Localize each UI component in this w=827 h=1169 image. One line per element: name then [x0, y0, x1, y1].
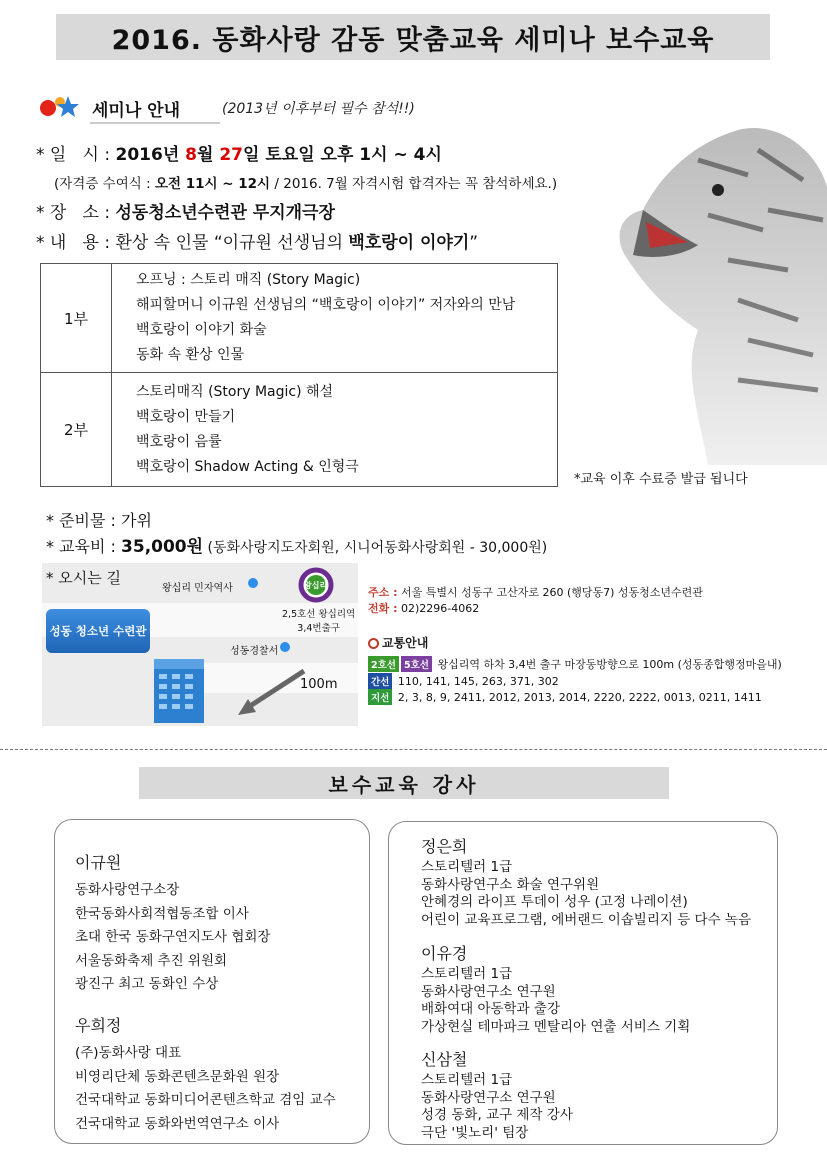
place-line — [36, 198, 335, 223]
list-item: 백호랑이 이야기 화술 — [136, 322, 267, 338]
list-item: 동화사랑연구소 연구원 — [421, 1089, 556, 1106]
transit-heading — [368, 634, 428, 651]
phone-label: 전화 : — [368, 602, 398, 615]
fee-line — [46, 532, 547, 557]
list-item: 스토리텔러 1급 — [421, 966, 513, 982]
list-item: 건국대학교 동화미디어콘텐츠학교 겸임 교수 — [75, 1092, 336, 1108]
list-item: 가상현실 테마파크 멘탈리아 연출 서비스 기획 — [421, 1018, 691, 1035]
content-line — [36, 228, 478, 253]
subway-line — [368, 656, 782, 672]
program-items — [112, 264, 558, 373]
subway-text: 왕십리역 하차 3,4번 출구 마장동방향으로 100m (성동종합행정마을내) — [437, 658, 782, 671]
bullet-icon — [368, 638, 379, 649]
list-item: (주)동화사랑 대표 — [75, 1045, 182, 1061]
map-exit-line1: 2,5호선 왕십리역 — [282, 609, 356, 620]
cert-prefix: (자격증 수여식 : — [54, 176, 155, 192]
content-label: * 내 용 : — [36, 233, 111, 253]
phone-line — [368, 600, 479, 616]
branch-bus-line — [368, 689, 762, 705]
transit-heading-text: 교통안내 — [382, 636, 429, 650]
map-exit-line2: 3,4번출구 — [297, 623, 340, 634]
list-item: 서울동화축제 추진 위원회 — [75, 952, 228, 969]
lecturer-block — [75, 1013, 336, 1136]
map-station-badge: 왕십리 — [304, 581, 328, 590]
list-item: 광진구 최고 동화인 수상 — [75, 976, 219, 992]
seminar-underline — [90, 122, 220, 124]
list-item: 안혜경의 라이프 투데이 성우 (고정 나레이션) — [421, 894, 688, 910]
list-item: 동화사랑연구소 연구원 — [421, 983, 556, 1000]
branch-text: 2, 3, 8, 9, 2411, 2012, 2013, 2014, 2220, 2222, 0013, 0211, 1411 — [397, 691, 762, 704]
list-item: 동화 속 환상 인물 — [136, 347, 245, 363]
seminar-note: (2013년 이후부터 필수 참석!!) — [222, 101, 415, 117]
lecturer-block — [421, 834, 751, 929]
cert-suffix: / 2016. 7월 자격시험 합격자는 꼭 참석하세요.) — [270, 176, 558, 192]
list-item: 비영리단체 동화콘텐츠문화원 원장 — [75, 1068, 280, 1085]
list-item: 스토리매직 (Story Magic) 해설 — [136, 383, 334, 400]
list-item: 초대 한국 동화구연지도사 협회장 — [75, 929, 271, 945]
lecturer-block — [75, 850, 270, 997]
program-items — [112, 373, 558, 487]
list-item: 스토리텔러 1급 — [421, 859, 513, 875]
lecturers-banner — [139, 767, 669, 799]
address-label: 주소 : — [368, 586, 398, 599]
certificate-line — [54, 172, 557, 192]
content-highlight: 백호랑이 이야기 — [348, 233, 470, 253]
fee-amount: 35,000원 — [121, 537, 204, 557]
address-line — [368, 584, 703, 600]
list-item: 어린이 교육프로그램, 에버랜드 이솝빌리지 등 다수 녹음 — [421, 911, 751, 928]
fee-label: * 교육비 : — [46, 537, 122, 556]
trunk-bus-line — [368, 673, 559, 689]
list-item: 백호랑이 음률 — [136, 433, 222, 450]
list-item: 백호랑이 Shadow Acting & 인형극 — [136, 458, 359, 475]
list-item: 동화사랑연구소 화술 연구위원 — [421, 876, 600, 893]
lecturer-block — [421, 941, 690, 1036]
list-item: 성경 동화, 교구 제작 강사 — [421, 1107, 573, 1123]
certificate-note: *교육 이후 수료증 발급 됩니다 — [574, 472, 748, 487]
cert-time: 오전 11시 ~ 12시 — [154, 176, 271, 192]
list-item: 배화여대 아동학과 출강 — [421, 1001, 560, 1017]
directions-map — [42, 563, 358, 726]
map-venue-callout: 성동 청소년 수련관 — [46, 609, 150, 653]
fee-detail: (동화사랑지도자회원, 시니어동화사랑회원 - 30,000원) — [203, 540, 548, 556]
list-item: 오프닝 : 스토리 매직 (Story Magic) — [136, 272, 361, 288]
lecturer-name: 신삼철 — [421, 1050, 468, 1069]
lecturer-name: 이규원 — [75, 853, 122, 872]
map-station-label: 왕십리 민자역사 — [162, 583, 233, 594]
list-item: 한국동화사회적협동조합 이사 — [75, 905, 249, 922]
date-month: 8 — [185, 145, 197, 165]
content-prefix: 환상 속 인물 “이규원 선생님의 — [115, 233, 349, 253]
seminar-logo-icon — [38, 92, 80, 120]
list-item: 백호랑이 만들기 — [136, 408, 236, 425]
map-police-label: 성동경찰서 — [230, 646, 279, 657]
date-mid: 월 — [197, 145, 220, 165]
trunk-tag: 간선 — [368, 673, 392, 689]
lecturer-name: 정은희 — [421, 837, 468, 856]
section-divider — [0, 749, 827, 750]
trunk-text: 110, 141, 145, 263, 371, 302 — [397, 675, 559, 688]
date-suffix: 일 토요일 오후 1시 ~ 4시 — [243, 145, 442, 165]
subway-tag-2: 2호선 — [368, 656, 399, 672]
list-item: 스토리텔러 1급 — [421, 1072, 513, 1088]
subway-tag-5: 5호선 — [401, 656, 432, 672]
list-item: 해피할머니 이규원 선생님의 “백호랑이 이야기” 저자와의 만남 — [136, 297, 516, 313]
table-row — [41, 264, 558, 373]
map-distance: 100m — [300, 677, 338, 692]
date-day: 27 — [219, 145, 244, 165]
list-item: 동화사랑연구소장 — [75, 882, 180, 898]
title-banner — [56, 14, 770, 60]
list-item: 극단 '빛노리' 팀장 — [421, 1124, 529, 1141]
phone-value: 02)2296-4062 — [397, 602, 480, 615]
seminar-heading: 세미나 안내 — [92, 101, 181, 121]
branch-tag: 지선 — [368, 689, 392, 705]
program-part: 2부 — [41, 373, 112, 487]
directions-label: * 오시는 길 — [46, 569, 121, 587]
table-row — [41, 373, 558, 487]
list-item: 건국대학교 동화와번역연구소 이사 — [75, 1115, 280, 1132]
date-label: * 일 시 : — [36, 145, 111, 165]
address-value: 서울 특별시 성동구 고산자로 260 (행당동7) 성동청소년수련관 — [397, 586, 703, 599]
map-exit-label — [282, 606, 355, 634]
lecturer-block — [421, 1047, 573, 1142]
content-suffix: ” — [469, 233, 479, 253]
place-label: * 장 소 : — [36, 203, 111, 223]
date-line — [36, 140, 442, 165]
lecturer-name: 이유경 — [421, 944, 468, 963]
program-part: 1부 — [41, 264, 112, 373]
program-table — [40, 263, 558, 487]
tiger-illustration — [588, 120, 827, 465]
lecturer-name: 우희정 — [75, 1016, 122, 1035]
place-value: 성동청소년수련관 무지개극장 — [115, 203, 335, 223]
page-title: 2016. 동화사랑 감동 맞춤교육 세미나 보수교육 — [111, 24, 715, 56]
date-prefix: 2016년 — [115, 145, 186, 165]
lecturers-title: 보수교육 강사 — [328, 772, 480, 797]
supplies-line: * 준비물 : 가위 — [46, 511, 152, 530]
